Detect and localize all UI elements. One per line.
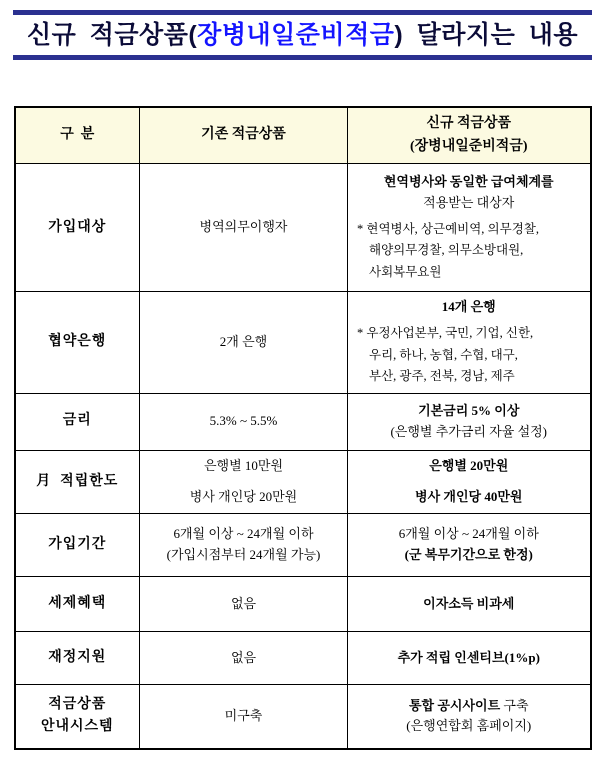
text-line (352, 456, 586, 477)
text-segment: 가입기간 (48, 536, 107, 552)
header-old-product (140, 107, 348, 164)
row-label (15, 393, 140, 450)
text-line (352, 422, 586, 443)
text-segment: 가입대상 (48, 219, 107, 235)
text-segment: 미구축 (224, 707, 263, 723)
text-line (352, 219, 586, 241)
text-line (352, 696, 586, 717)
table-row-tax-benefit (15, 577, 591, 632)
text-segment: 적용받는 대상자 (423, 195, 515, 210)
table-row-eligibility (15, 164, 591, 292)
table-row-monthly-limit (15, 450, 591, 514)
row-label (15, 514, 140, 577)
text-segment: 우리, 하나, 농협, 수협, 대구, (369, 347, 518, 362)
text-segment: 6개월 이상 ~ 24개월 이하 (173, 526, 314, 542)
text-segment: (은행연합회 홈페이지) (406, 718, 532, 734)
title-block (0, 0, 605, 60)
text-line (144, 332, 343, 353)
text-segment: 적금상품 (48, 697, 107, 712)
text-segment: 14개 은행 (441, 299, 496, 315)
text-segment: 2개 은행 (219, 334, 268, 349)
table-row-partner-banks (15, 292, 591, 393)
text-segment: (가입시점부터 24개월 가능) (166, 547, 321, 563)
text-line (352, 297, 586, 318)
text-line (352, 193, 586, 214)
text-segment: 추가 적립 인센티브(1%p) (397, 649, 540, 665)
text-line (144, 124, 343, 146)
new-product-cell (348, 450, 591, 514)
row-label (15, 632, 140, 685)
text-line (352, 594, 586, 615)
text-segment: 사회복무요원 (369, 264, 442, 279)
text-line (144, 487, 343, 508)
text-segment: 현역병사와 동일한 급여체계를 (383, 174, 554, 190)
text-line (20, 716, 136, 738)
table-row-subscription-period (15, 514, 591, 577)
text-segment: 해양의무경찰, 의무소방대원, (369, 243, 524, 258)
text-line (144, 545, 343, 566)
new-product-cell (348, 685, 591, 749)
text-segment: * 우정사업본부, 국민, 기업, 신한, (357, 326, 534, 341)
old-product-cell (140, 632, 348, 685)
text-line (352, 401, 586, 422)
text-line (352, 240, 586, 262)
text-segment: 신규 적금상품 (426, 116, 512, 132)
text-line (20, 694, 136, 716)
text-segment: 없음 (230, 595, 257, 611)
text-line (352, 172, 586, 193)
row-label (15, 685, 140, 749)
page-title (13, 15, 592, 55)
text-line (352, 648, 586, 669)
text-line (144, 456, 343, 477)
text-line (352, 345, 586, 367)
text-segment: 구 분 (60, 127, 95, 143)
text-segment: 은행별 20만원 (429, 457, 509, 473)
text-segment: 협약은행 (48, 334, 107, 350)
row-label (15, 292, 140, 393)
table-header (15, 107, 591, 164)
text-segment: 세제혜택 (48, 595, 107, 611)
text-line (352, 487, 586, 508)
text-line (20, 410, 136, 432)
text-segment: 부산, 광주, 전북, 경남, 제주 (369, 369, 515, 384)
table-row-info-system (15, 685, 591, 749)
new-product-cell (348, 393, 591, 450)
title-bottom-rule (13, 55, 592, 60)
new-product-cell (348, 514, 591, 577)
comparison-table-body (15, 164, 591, 749)
text-line (352, 262, 586, 284)
old-product-cell (140, 393, 348, 450)
text-line (352, 524, 586, 545)
new-product-cell (348, 577, 591, 632)
text-line (352, 136, 586, 158)
new-product-cell (348, 164, 591, 292)
text-line (144, 411, 343, 432)
text-segment: 병사 개인당 20만원 (189, 489, 298, 505)
text-line (20, 217, 136, 239)
text-segment: 병사 개인당 40만원 (415, 489, 523, 505)
text-line (352, 366, 586, 388)
text-segment: 기존 적금상품 (201, 127, 286, 143)
text-line (20, 647, 136, 669)
text-line (144, 524, 343, 545)
text-line (20, 471, 136, 493)
new-product-cell (348, 632, 591, 685)
text-segment: 안내시스템 (40, 719, 114, 735)
row-label (15, 450, 140, 514)
new-product-cell (348, 292, 591, 393)
old-product-cell (140, 514, 348, 577)
header-new-product (348, 107, 591, 164)
text-segment: * 현역병사, 상근예비역, 의무경찰, (357, 221, 539, 236)
text-segment: 재정지원 (48, 649, 107, 665)
table-row-financial-support (15, 632, 591, 685)
row-label (15, 577, 140, 632)
text-segment: (군 복무기간으로 한정) (404, 547, 533, 563)
old-product-cell (140, 164, 348, 292)
title-suffix: ) 달라지는 내용 (394, 21, 578, 49)
text-segment: 병역의무이행자 (199, 219, 288, 235)
text-line (20, 593, 136, 615)
text-segment: 구축 (500, 697, 529, 713)
title-highlight: 장병내일준비적금 (197, 21, 395, 49)
text-line (20, 124, 136, 146)
row-label (15, 164, 140, 292)
text-segment: 금리 (62, 413, 92, 429)
text-line (20, 534, 136, 556)
old-product-cell (140, 450, 348, 514)
old-product-cell (140, 685, 348, 749)
text-line (352, 545, 586, 566)
old-product-cell (140, 292, 348, 393)
text-segment: 은행별 10만원 (203, 457, 284, 473)
text-segment: 6개월 이상 ~ 24개월 이하 (398, 526, 539, 542)
text-line (144, 217, 343, 238)
text-segment: 없음 (230, 649, 257, 665)
text-segment: (장병내일준비적금) (409, 138, 528, 154)
text-line (352, 113, 586, 135)
comparison-table (14, 106, 592, 750)
text-line (20, 331, 136, 353)
text-line (144, 594, 343, 615)
text-segment: 기본금리 5% 이상 (418, 402, 520, 418)
text-segment: 이자소득 비과세 (423, 595, 515, 611)
text-segment: 통합 공시사이트 (408, 697, 501, 713)
header-row (15, 107, 591, 164)
text-segment: (은행별 추가금리 자율 설정) (390, 423, 548, 439)
table-row-interest-rate (15, 393, 591, 450)
text-segment: 月 적립한도 (36, 473, 119, 489)
text-line (352, 323, 586, 345)
text-segment: 5.3% ~ 5.5% (209, 413, 278, 429)
text-line (144, 706, 343, 727)
header-category (15, 107, 140, 164)
text-line (144, 648, 343, 669)
title-prefix: 신규 적금상품( (27, 21, 198, 49)
old-product-cell (140, 577, 348, 632)
text-line (352, 716, 586, 737)
